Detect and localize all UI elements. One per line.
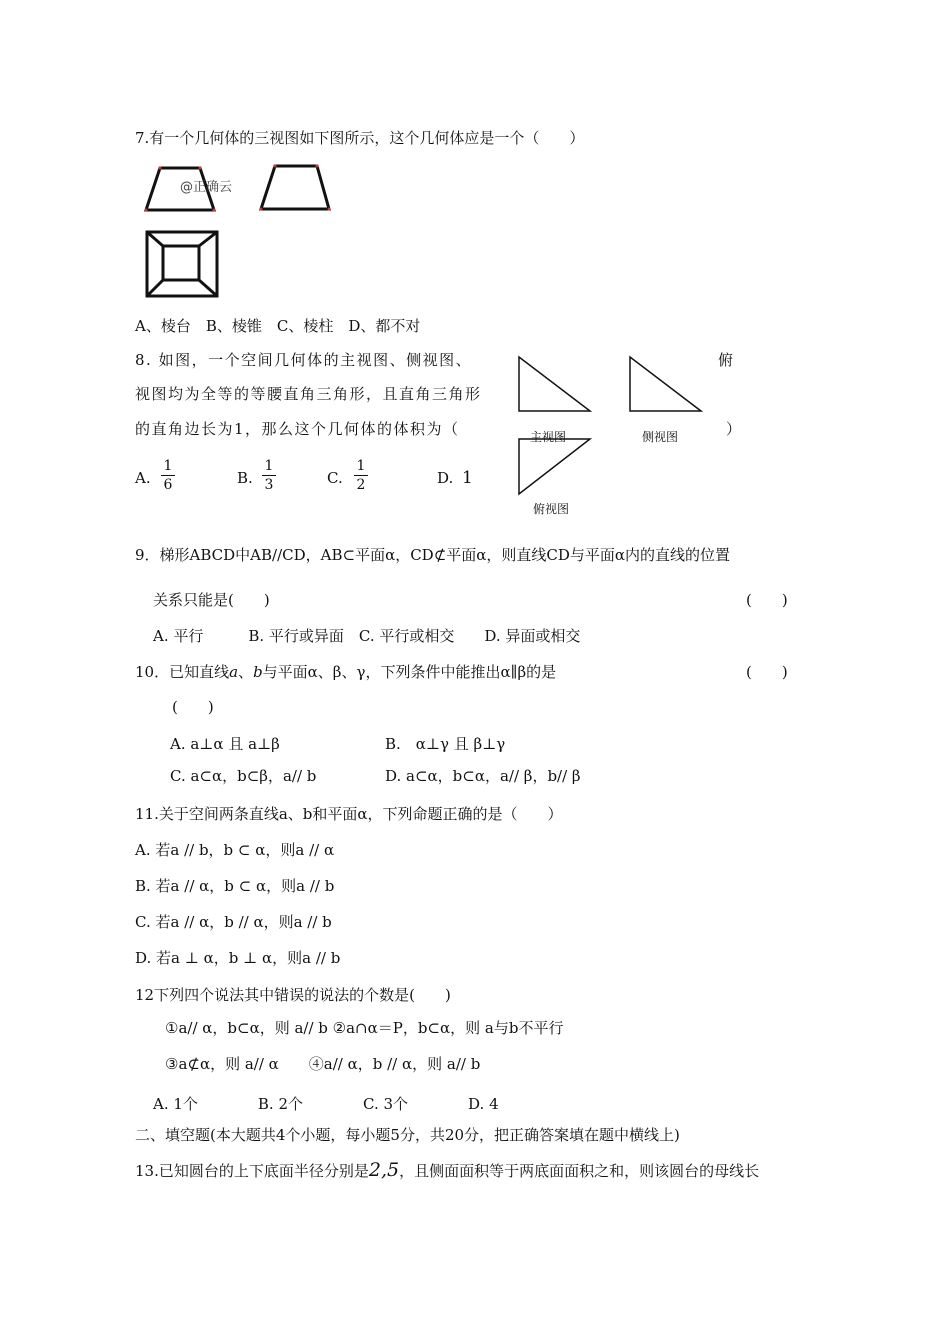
q8-option-a-label: A. [135, 469, 151, 487]
q10-option-d: D. a⊂α，b⊂α，a// β，b// β [385, 767, 581, 785]
q8-line3-tail: ） [726, 420, 742, 438]
q9-paren: ( ) [746, 591, 788, 609]
q9-options: A. 平行 B. 平行或异面 C. 平行或相交 D. 异面或相交 [153, 627, 581, 645]
q8-option-c-fraction [354, 458, 368, 493]
q9-line2: 关系只能是( ) [153, 591, 270, 609]
q8-option-a-num: 1 [163, 458, 173, 474]
q8-option-d-value: 1 [462, 468, 473, 488]
q12-stem: 12下列四个说法其中错误的说法的个数是( ) [135, 986, 451, 1004]
section-2-heading: 二、填空题(本大题共4个小题，每小题5分，共20分，把正确答案填在题中横线上) [135, 1126, 680, 1144]
q8-line2: 视图均为全等的等腰直角三角形，且直角三角形 [135, 385, 482, 403]
q10-stem-b: a [229, 663, 239, 681]
q12-statement-3-4: ③a⊄α，则 a// α ④a// α，b // α，则 a// b [165, 1055, 481, 1073]
q10-option-c: C. a⊂α，b⊂β，a// b [170, 767, 317, 785]
q7-side-view-trapezoid [255, 162, 335, 214]
q8-option-c-num: 1 [356, 458, 366, 474]
q8-side-view-triangle [629, 356, 705, 414]
q8-line3: 的直角边长为1，那么这个几何体的体积为（ [135, 420, 460, 438]
q8-caption-top: 俯视图 [533, 502, 570, 516]
q8-option-b-fraction [262, 458, 276, 493]
q10-paren2: ( ) [172, 698, 214, 716]
q11-option-d: D. 若a ⊥ α，b ⊥ α，则a // b [135, 949, 341, 967]
q11-option-c: C. 若a // α，b // α，则a // b [135, 913, 332, 931]
q8-option-c-label: C. [327, 469, 343, 487]
q10-paren: ( ) [746, 663, 788, 681]
q11-stem: 11.关于空间两条直线a、b和平面α，下列命题正确的是（ ） [135, 805, 563, 823]
q13-stem-b: ，且侧面面积等于两底面面积之和，则该圆台的母线长 [399, 1162, 760, 1180]
q13-stem [135, 1160, 759, 1181]
q10-option-b: B. α⊥γ 且 β⊥γ [385, 735, 506, 753]
q10-stem-a: 10．已知直线 [135, 663, 230, 681]
q8-caption-front: 主视图 [530, 430, 567, 444]
q8-option-a-den: 6 [163, 477, 173, 493]
q10-option-a: A. a⊥α 且 a⊥β [170, 735, 280, 753]
q10-stem-e: 与平面α、β、γ，下列条件中能推出α∥β的是 [262, 663, 557, 681]
q8-option-b-num: 1 [264, 458, 274, 474]
q8-line1-tail: 俯 [718, 351, 734, 369]
q13-stem-a: 13.已知圆台的上下底面半径分别是 [135, 1162, 369, 1180]
q8-line1: 8. 如图，一个空间几何体的主视图、侧视图、 [135, 351, 473, 369]
q8-front-view-triangle [518, 356, 594, 414]
q12-statement-1-2: ①a// α，b⊂α，则 a// b ②a∩α＝P，b⊂α，则 a与b不平行 [165, 1019, 564, 1037]
watermark: @正确云 [180, 180, 233, 195]
q13-radii: 2,5 [368, 1159, 400, 1181]
q11-option-b: B. 若a // α，b ⊂ α，则a // b [135, 877, 335, 895]
q7-stem: 7.有一个几何体的三视图如下图所示，这个几何体应是一个（ ） [135, 129, 585, 147]
q8-caption-side: 侧视图 [642, 430, 679, 444]
q9-line1: 9．梯形ABCD中AB//CD，AB⊂平面α，CD⊄平面α，则直线CD与平面α内的直线的位置 [135, 546, 731, 564]
q8-option-b-den: 3 [264, 477, 274, 493]
q8-top-view-triangle [518, 438, 594, 496]
q8-option-c-den: 2 [356, 477, 366, 493]
q8-option-b-label: B. [237, 469, 253, 487]
q11-option-a: A. 若a // b，b ⊂ α，则a // α [135, 841, 335, 859]
q8-option-d-label: D. [437, 469, 454, 487]
q10-stem-c: 、 [238, 663, 254, 681]
q12-options: A. 1个 B. 2个 C. 3个 D. 4 [153, 1095, 499, 1113]
q8-option-a-fraction [161, 458, 175, 493]
q7-options: A、棱台 B、棱锥 C、棱柱 D、都不对 [135, 317, 421, 335]
q10-stem [135, 662, 556, 682]
q7-top-view-frustum [143, 228, 223, 300]
q10-stem-d: b [253, 663, 263, 681]
